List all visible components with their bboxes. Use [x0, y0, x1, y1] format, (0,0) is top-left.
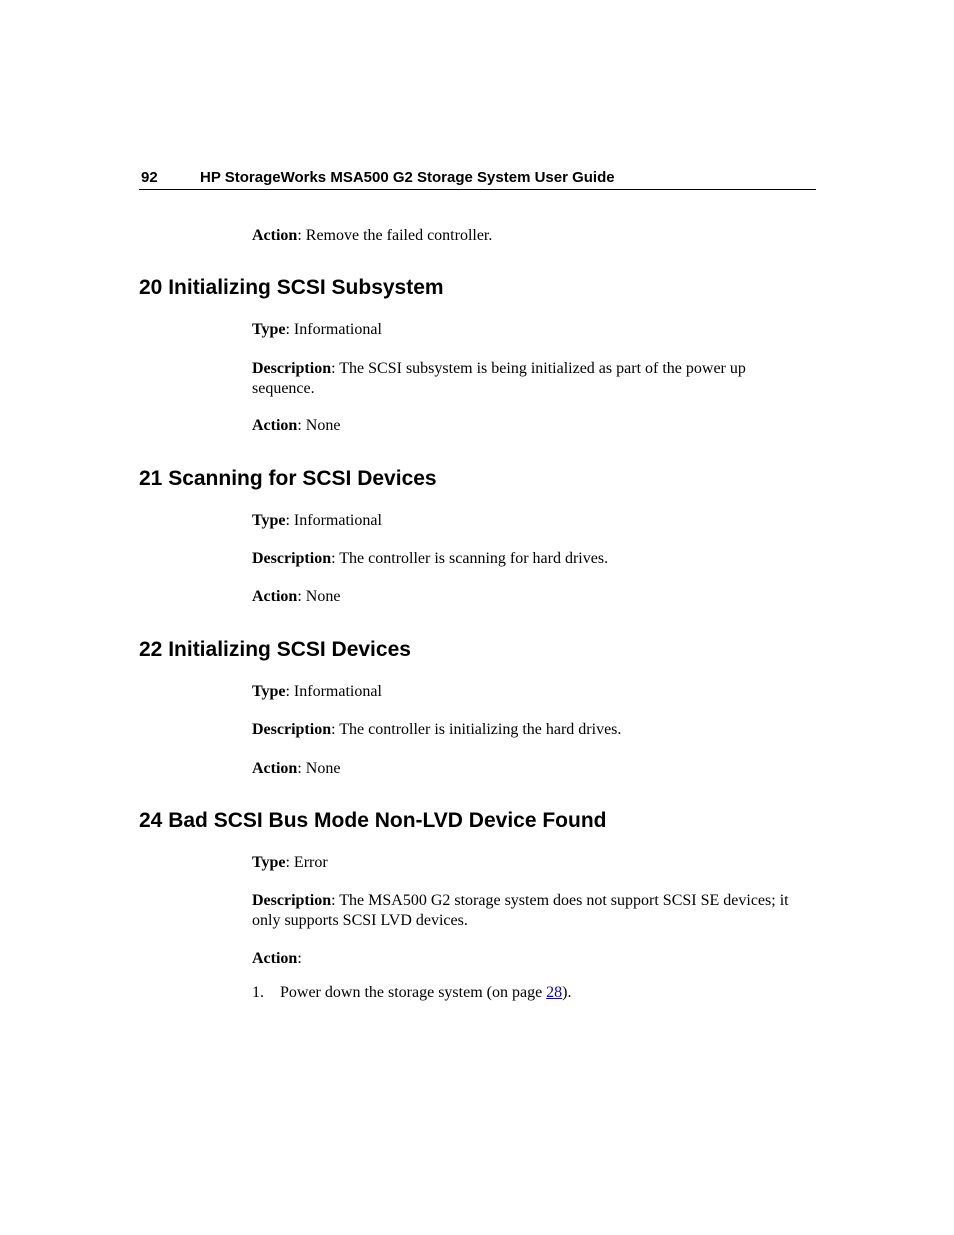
step-text-before: Power down the storage system (on page — [280, 984, 547, 1001]
page-link[interactable]: 28 — [546, 984, 563, 1001]
description-label: Description — [252, 892, 332, 909]
action-label: Action — [252, 760, 298, 777]
section-20-description — [252, 359, 797, 398]
action-label: Action — [252, 417, 298, 434]
page-number: 92 — [141, 169, 158, 186]
type-text: : Informational — [285, 321, 382, 338]
running-header — [139, 168, 816, 190]
intro-action — [252, 226, 797, 246]
description-text: : The MSA500 G2 storage system does not support SCSI SE devices; it only supports SCSI LVD devices. — [252, 892, 789, 929]
step-number: 1. — [252, 984, 264, 1001]
section-20-type — [252, 320, 797, 340]
action-text: : None — [297, 760, 341, 777]
action-text: : None — [297, 588, 341, 605]
section-heading-24: 24 Bad SCSI Bus Mode Non-LVD Device Found — [139, 809, 607, 832]
section-21-type — [252, 511, 797, 531]
description-label: Description — [252, 721, 332, 738]
section-22-action — [252, 759, 797, 779]
document-title: HP StorageWorks MSA500 G2 Storage System User Guide — [200, 169, 615, 186]
description-label: Description — [252, 360, 332, 377]
description-text: : The controller is scanning for hard drives. — [331, 550, 609, 567]
section-21-description — [252, 549, 797, 569]
action-text: : None — [297, 417, 341, 434]
description-text: : The controller is initializing the hard drives. — [331, 721, 622, 738]
type-text: : Informational — [285, 683, 382, 700]
type-text: : Error — [285, 854, 328, 871]
type-label: Type — [252, 683, 286, 700]
action-label: Action — [252, 588, 298, 605]
type-label: Type — [252, 512, 286, 529]
description-text: : The SCSI subsystem is being initialized as part of the power up sequence. — [252, 360, 746, 397]
step-text — [280, 983, 572, 1003]
section-24-type — [252, 853, 797, 873]
description-label: Description — [252, 550, 332, 567]
action-text: : — [297, 950, 302, 967]
action-label: Action — [252, 950, 298, 967]
section-heading-20: 20 Initializing SCSI Subsystem — [139, 276, 444, 299]
section-20-action — [252, 416, 797, 436]
section-22-description — [252, 720, 797, 740]
step-text-after: ). — [562, 984, 572, 1001]
type-label: Type — [252, 854, 286, 871]
section-21-action — [252, 587, 797, 607]
section-heading-22: 22 Initializing SCSI Devices — [139, 638, 411, 661]
action-label: Action — [252, 227, 298, 244]
section-heading-21: 21 Scanning for SCSI Devices — [139, 467, 437, 490]
section-24-action — [252, 949, 797, 969]
section-22-type — [252, 682, 797, 702]
section-24-description — [252, 891, 797, 930]
type-text: : Informational — [285, 512, 382, 529]
action-text: : Remove the failed controller. — [297, 227, 493, 244]
type-label: Type — [252, 321, 286, 338]
